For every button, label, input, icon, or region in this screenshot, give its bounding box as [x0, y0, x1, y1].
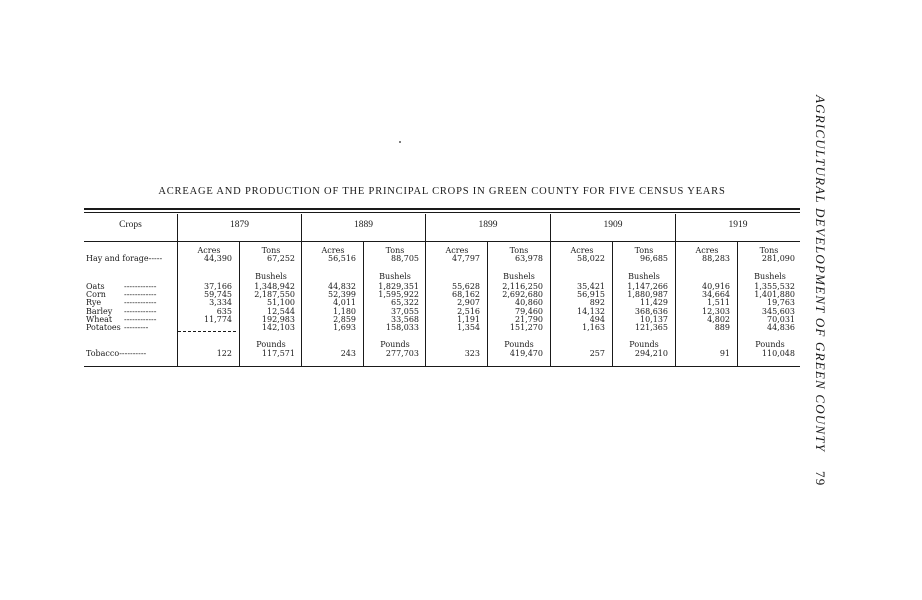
unit-tons: Tons	[634, 246, 654, 255]
row-label-tobacco: Tobacco----------	[86, 349, 147, 358]
grain-bushels: 1,829,351 1,595,922 65,322 37,055 33,568 158,033	[378, 282, 419, 333]
unit-pounds: Pounds	[256, 340, 286, 349]
table-title: ACREAGE AND PRODUCTION OF THE PRINCIPAL CROPS IN GREEN COUNTY FOR FIVE CENSUS YEARS	[158, 186, 726, 197]
row-label-hay: Hay and forage-----	[86, 254, 163, 263]
year-header: 1879	[230, 220, 249, 230]
column-divider	[301, 214, 302, 366]
hay-acres: 44,390	[204, 254, 232, 263]
grain-acres: 55,628 68,162 2,907 2,516 1,191 1,354	[452, 282, 480, 333]
hay-acres: 47,797	[452, 254, 480, 263]
column-divider	[550, 214, 551, 366]
column-divider	[425, 214, 426, 366]
hay-tons: 281,090	[761, 254, 795, 263]
tobacco-pounds: 294,210	[634, 349, 668, 358]
hay-acres: 58,022	[577, 254, 605, 263]
table-top-rule-thin	[84, 212, 800, 213]
tobacco-acres: 91	[719, 349, 730, 358]
unit-tons: Tons	[759, 246, 779, 255]
unit-tons: Tons	[385, 246, 405, 255]
unit-acres: Acres	[445, 246, 469, 255]
unit-acres: Acres	[197, 246, 221, 255]
table-top-rule	[84, 208, 800, 210]
running-header-title: AGRICULTURAL DEVELOPMENT OF GREEN COUNTY	[813, 95, 828, 453]
grain-bushels: 1,355,532 1,401,880 19,763 345,603 70,031 44,836	[754, 282, 795, 333]
unit-bushels: Bushels	[255, 272, 287, 281]
header-rule	[84, 241, 800, 242]
unit-pounds: Pounds	[504, 340, 534, 349]
grain-acres: 37,166 59,745 3,334 635 11,774	[204, 282, 232, 324]
crops-header: Crops	[119, 220, 142, 230]
leader-dots: ------------ ------------ ------------ ------------ ------------ ---------	[124, 282, 157, 333]
unit-bushels: Bushels	[503, 272, 535, 281]
grain-bushels: 1,147,266 1,880,987 11,429 368,636 10,137 121,365	[627, 282, 668, 333]
tobacco-acres: 257	[589, 349, 605, 358]
grain-acres: 35,421 56,915 892 14,132 494 1,163	[577, 282, 605, 333]
hay-tons: 96,685	[640, 254, 668, 263]
grain-bushels: 2,116,250 2,692,680 40,860 79,460 21,790 151,270	[502, 282, 543, 333]
hay-tons: 88,705	[391, 254, 419, 263]
scan-speck	[399, 141, 401, 143]
tobacco-pounds: 419,470	[509, 349, 543, 358]
year-header: 1899	[478, 220, 498, 230]
page-number: 79	[813, 470, 828, 486]
unit-pounds: Pounds	[380, 340, 410, 349]
hay-acres: 56,516	[328, 254, 356, 263]
missing-value-leader	[178, 331, 236, 332]
unit-tons: Tons	[261, 246, 281, 255]
grain-acres: 40,916 34,664 1,511 12,303 4,802 889	[702, 282, 730, 333]
unit-pounds: Pounds	[755, 340, 785, 349]
row-label-grain: Oats Corn Rye Barley Wheat Potatoes	[86, 282, 121, 333]
grain-acres: 44,832 52,399 4,011 1,180 2,859 1,693	[328, 282, 356, 333]
running-header	[812, 95, 828, 486]
unit-tons: Tons	[509, 246, 529, 255]
hay-acres: 88,283	[702, 254, 730, 263]
unit-bushels: Bushels	[754, 272, 786, 281]
tobacco-acres: 323	[464, 349, 480, 358]
grain-bushels: 1,348,942 2,187,550 51,100 12,544 192,983 142,103	[254, 282, 295, 333]
year-header: 1889	[354, 220, 373, 230]
tobacco-acres: 243	[340, 349, 356, 358]
tobacco-pounds: 117,571	[261, 349, 295, 358]
table-bottom-rule	[84, 366, 800, 367]
unit-bushels: Bushels	[628, 272, 660, 281]
unit-acres: Acres	[570, 246, 594, 255]
unit-pounds: Pounds	[629, 340, 659, 349]
unit-bushels: Bushels	[379, 272, 411, 281]
year-header: 1909	[603, 220, 623, 230]
hay-tons: 63,978	[515, 254, 543, 263]
tobacco-pounds: 277,703	[385, 349, 419, 358]
column-divider	[177, 214, 178, 366]
unit-acres: Acres	[321, 246, 345, 255]
unit-acres: Acres	[695, 246, 719, 255]
tobacco-acres: 122	[216, 349, 232, 358]
hay-tons: 67,252	[267, 254, 295, 263]
year-header: 1919	[728, 220, 748, 230]
column-divider	[675, 214, 676, 366]
tobacco-pounds: 110,048	[761, 349, 795, 358]
